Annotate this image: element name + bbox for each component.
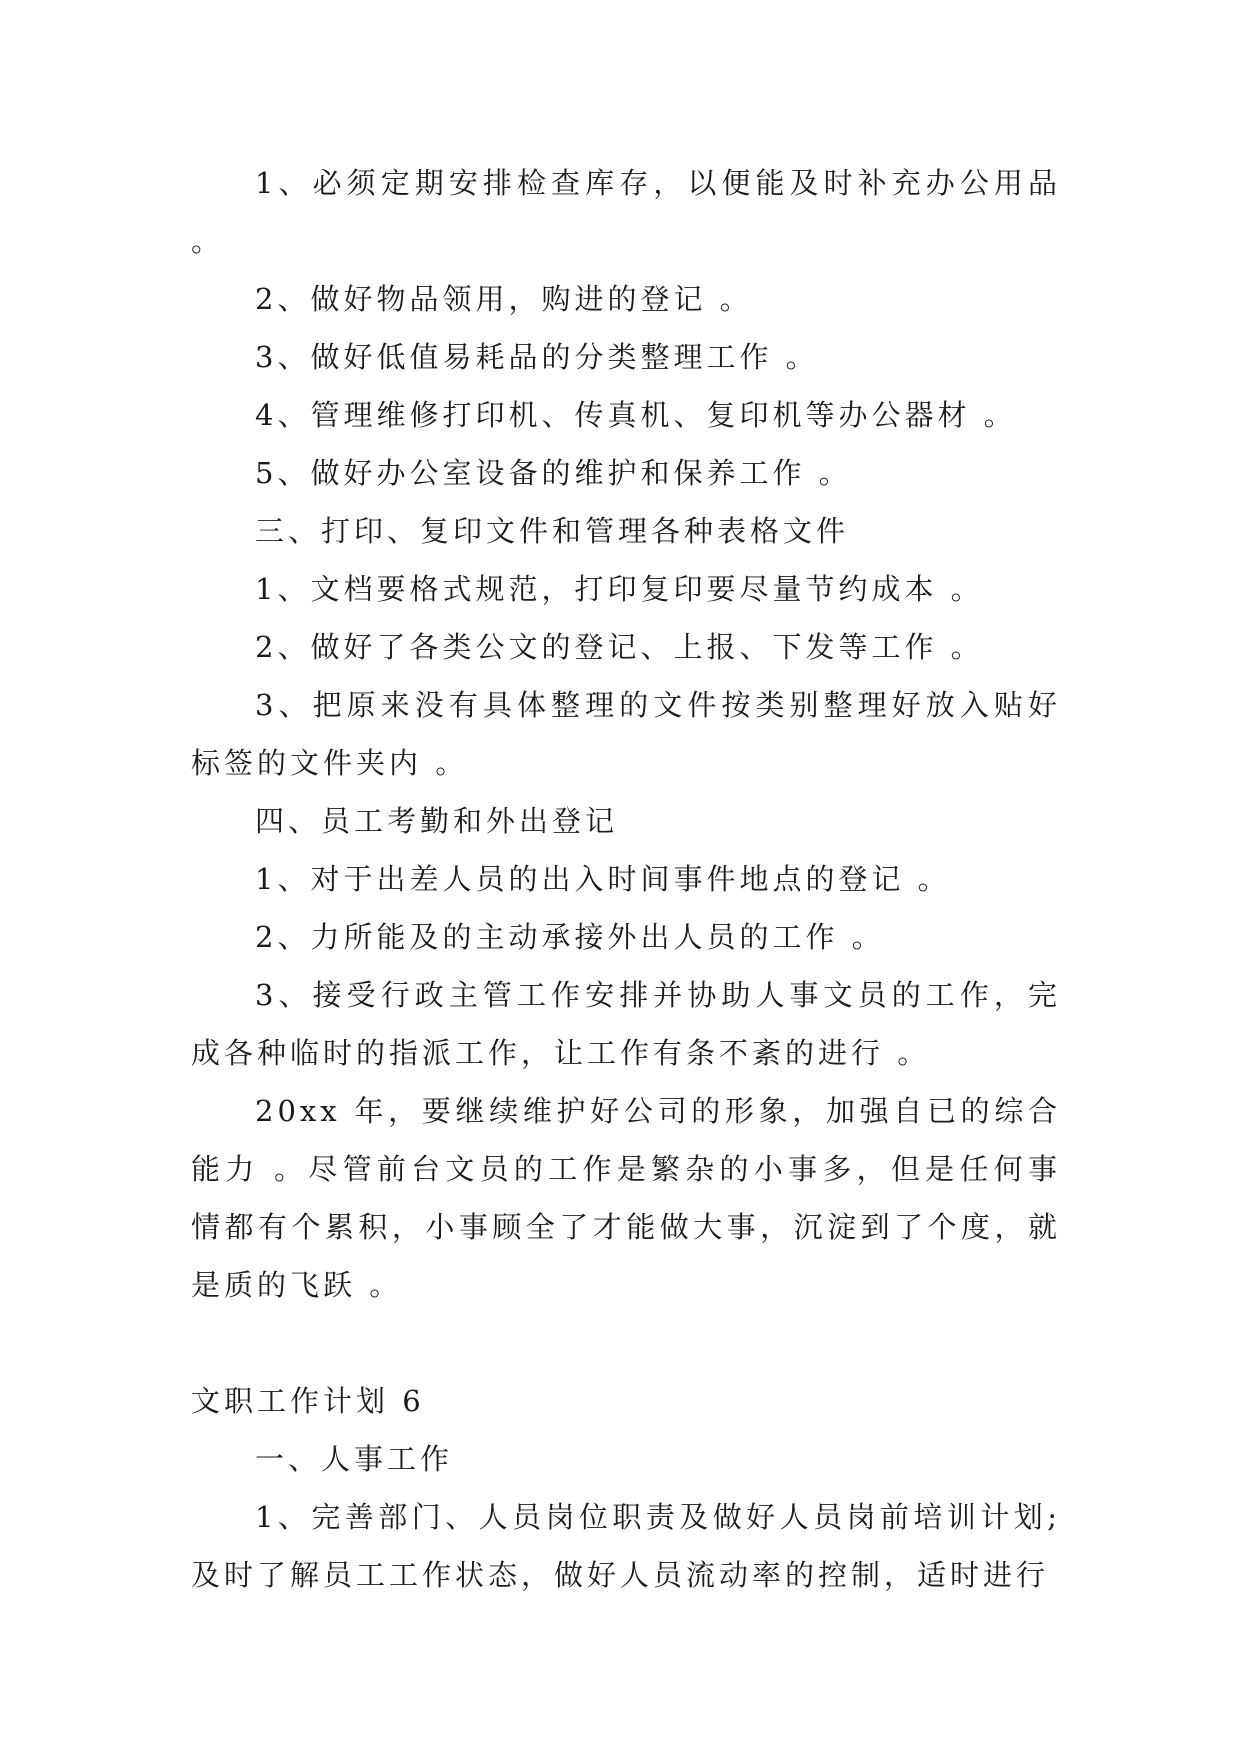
paragraph: 2、做好物品领用，购进的登记 。 [255, 282, 753, 316]
section-heading: 三、打印、复印文件和管理各种表格文件 [255, 514, 850, 548]
paragraph: 3、做好低值易耗品的分类整理工作 。 [255, 340, 819, 374]
paragraph: 20xx 年，要继续维护好公司的形象，加强自已的综合能力 。尽管前台文员的工作是繁杂的小事多，但是任何事情都有个累积，小事顾全了才能做大事，沉淀到了个度，就是质的飞跃 。 [191, 1094, 1061, 1302]
paragraph: 1、完善部门、人员岗位职责及做好人员岗前培训计划;及时了解员工工作状态，做好人员流动率的控制，适时进行 [191, 1500, 1061, 1592]
section-heading: 四、员工考勤和外出登记 [255, 804, 619, 838]
document-section-title: 文职工作计划 6 [191, 1384, 425, 1418]
paragraph: 3、把原来没有具体整理的文件按类别整理好放入贴好标签的文件夹内 。 [191, 688, 1061, 780]
paragraph: 2、做好了各类公文的登记、上报、下发等工作 。 [255, 630, 984, 664]
paragraph: 1、对于出差人员的出入时间事件地点的登记 。 [255, 862, 951, 896]
paragraph: 2、力所能及的主动承接外出人员的工作 。 [255, 920, 885, 954]
paragraph: 1、文档要格式规范，打印复印要尽量节约成本 。 [255, 572, 984, 606]
paragraph: 1、必须定期安排检查库存，以便能及时补充办公用品 。 [191, 166, 1061, 258]
section-heading: 一、人事工作 [255, 1442, 454, 1476]
paragraph: 3、接受行政主管工作安排并协助人事文员的工作，完成各种临时的指派工作，让工作有条不紊的进行 。 [191, 978, 1061, 1070]
paragraph: 4、管理维修打印机、传真机、复印机等办公器材 。 [255, 398, 1017, 432]
document-body [191, 154, 1061, 1604]
paragraph: 5、做好办公室设备的维护和保养工作 。 [255, 456, 852, 490]
